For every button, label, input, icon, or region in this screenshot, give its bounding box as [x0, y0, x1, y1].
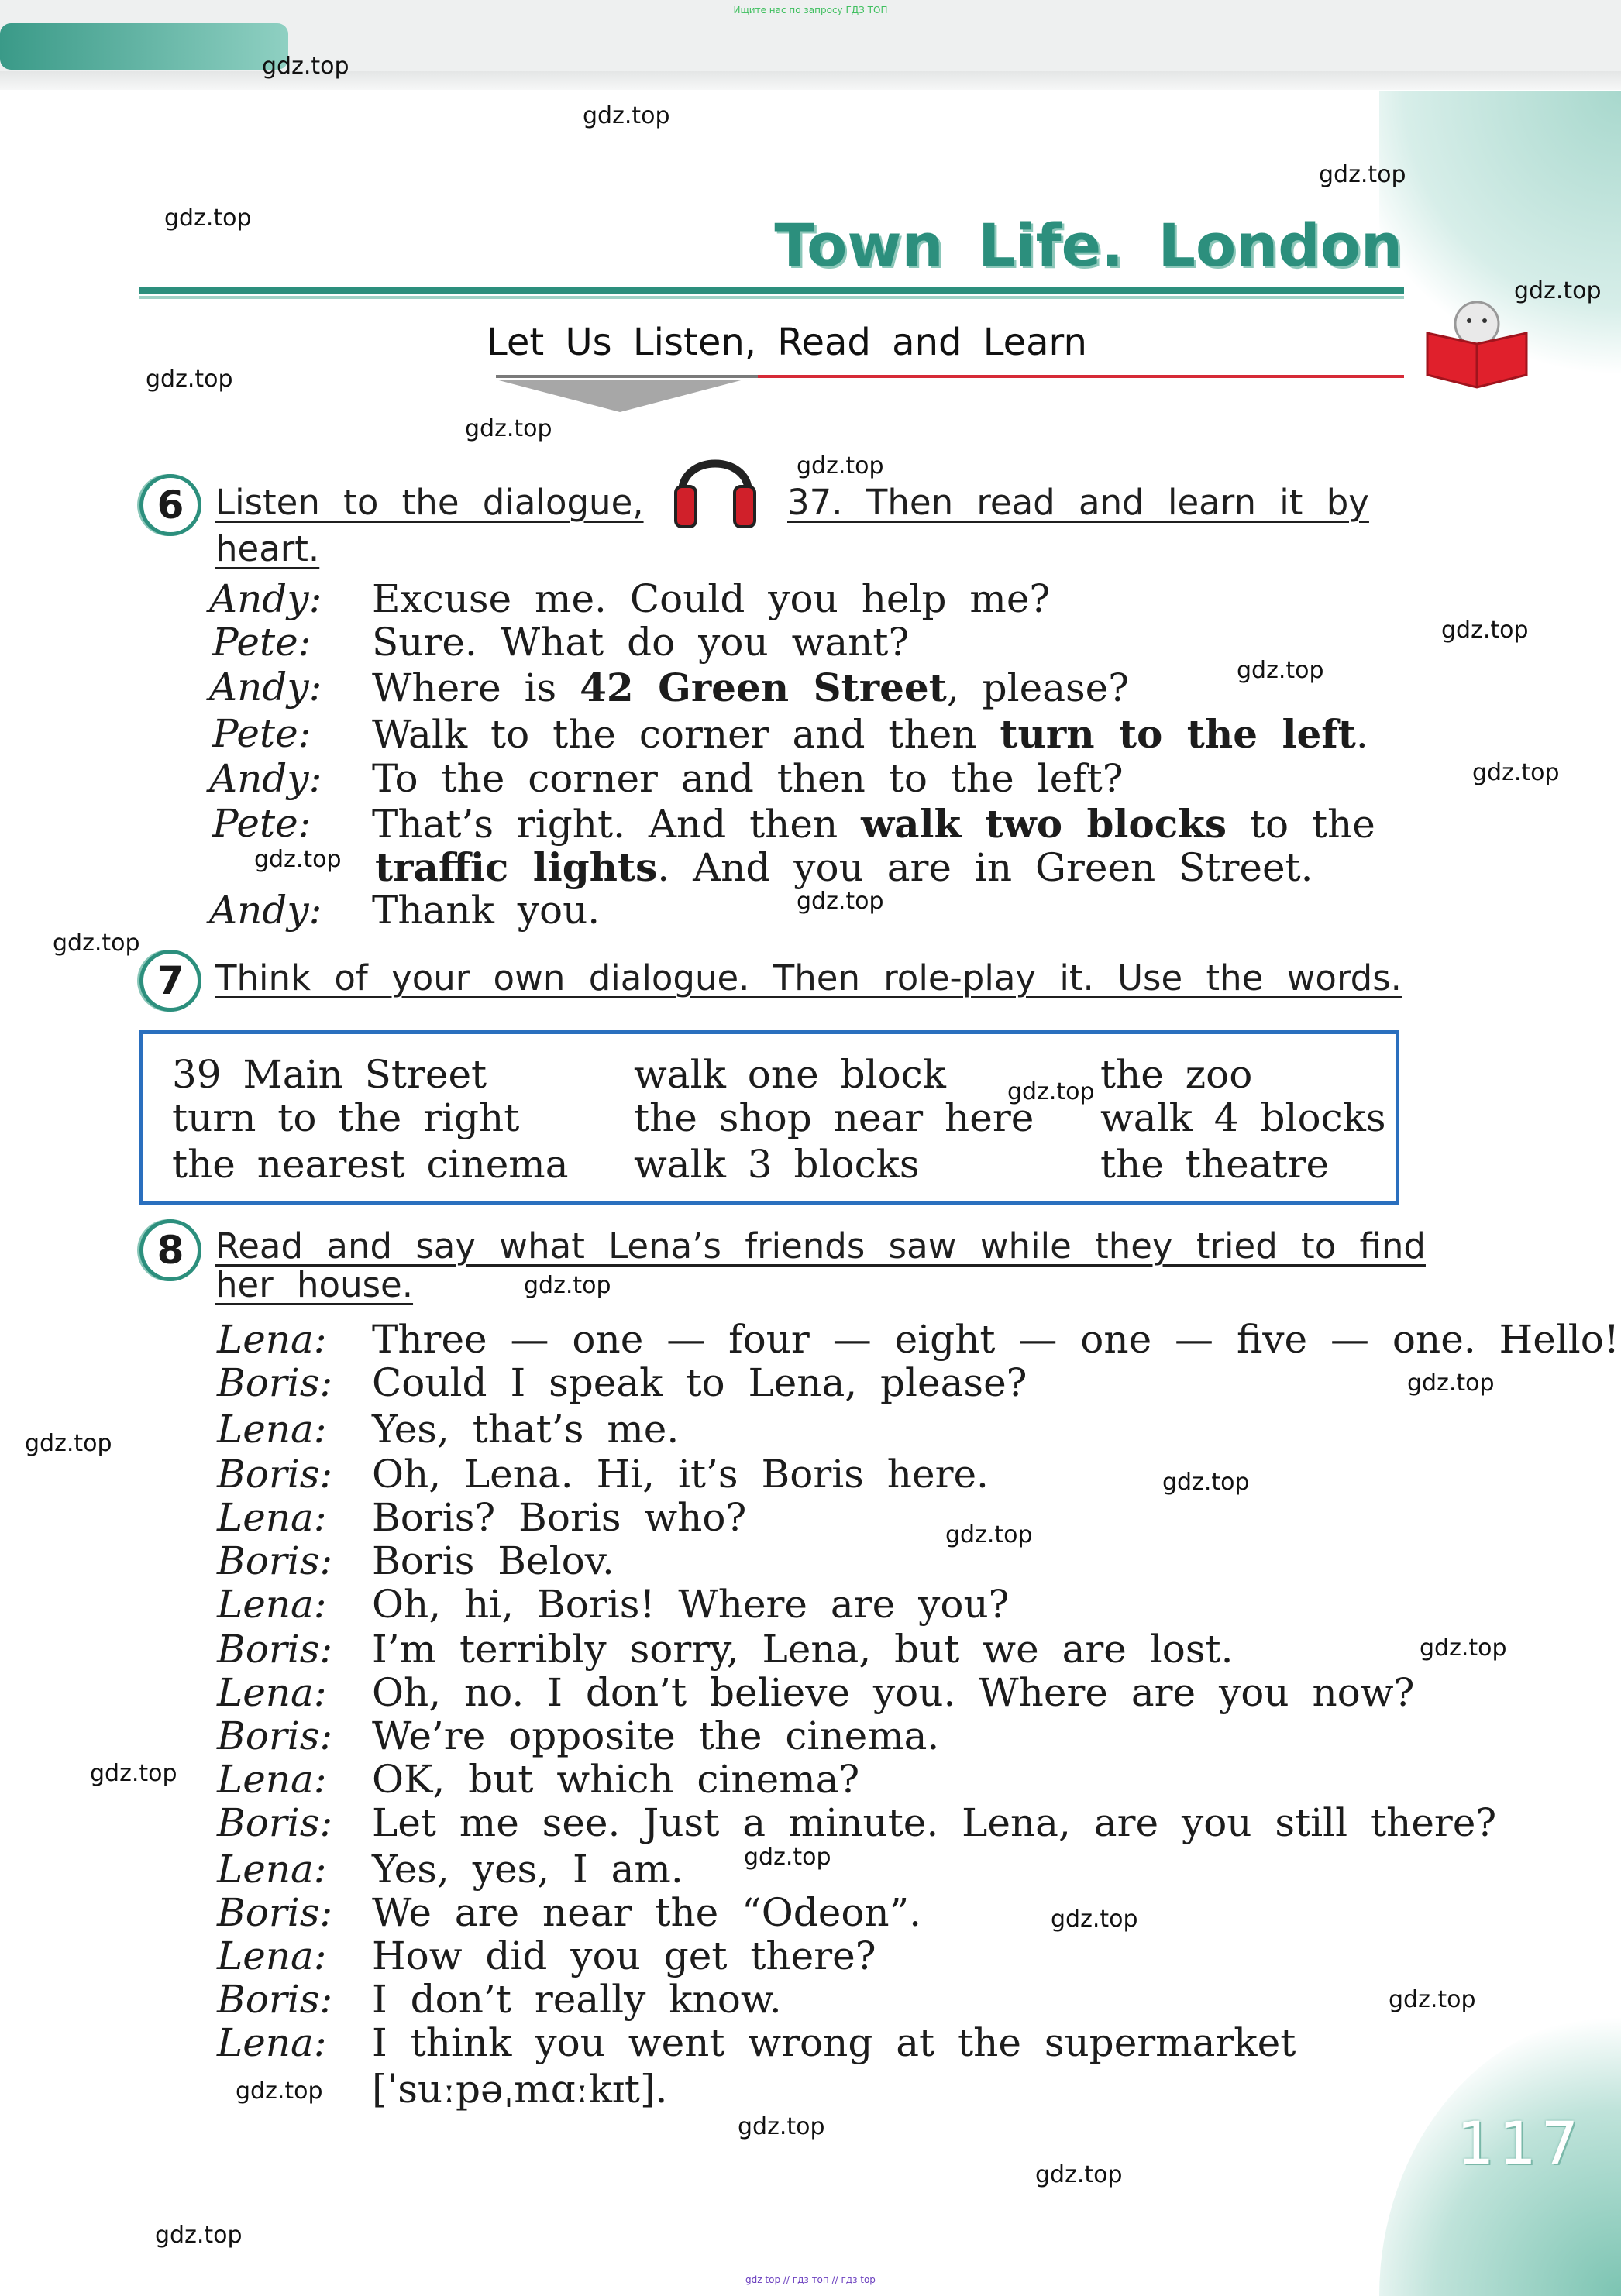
watermark: gdz.top: [155, 2222, 243, 2249]
watermark: gdz.top: [945, 1521, 1033, 1548]
dialogue-line: I think you went wrong at the supermarket: [372, 2020, 1296, 2065]
watermark: gdz.top: [1007, 1078, 1095, 1105]
watermark: gdz.top: [465, 415, 552, 442]
word-item: 39 Main Street: [172, 1052, 487, 1097]
watermark: gdz.top: [583, 102, 670, 129]
task-8-instruction-b: her house.: [215, 1264, 414, 1305]
task-6-instruction-a: Listen to the dialogue,: [215, 482, 644, 523]
dialogue-line: I don’t really know.: [372, 1977, 782, 2022]
word-item: the shop near here: [634, 1095, 1034, 1140]
task-8-instruction-a: Read and say what Lena’s friends saw while they tried to find: [215, 1225, 1426, 1267]
dialogue-line: Thank you.: [372, 888, 601, 933]
dialogue-line: Boris? Boris who?: [372, 1495, 747, 1540]
dialogue-line: We are near the “Odeon”.: [372, 1890, 922, 1935]
watermark: gdz.top: [1389, 1986, 1476, 2013]
dialogue-line: To the corner and then to the left?: [372, 756, 1124, 801]
dialogue-line: Oh, no. I don’t believe you. Where are you now?: [372, 1670, 1415, 1715]
watermark: gdz.top: [25, 1430, 112, 1457]
speaker-label: Lena:: [217, 1407, 327, 1452]
word-item: walk 3 blocks: [634, 1142, 920, 1187]
watermark: gdz.top: [164, 205, 252, 232]
section-subtitle: Let Us Listen, Read and Learn: [487, 321, 1087, 364]
word-item: turn to the right: [172, 1095, 520, 1140]
speaker-label: Andy:: [209, 665, 322, 710]
title-rule-light: [139, 296, 1404, 299]
speaker-label: Boris:: [217, 1890, 333, 1935]
task-6-instruction-b: 37. Then read and learn it by: [787, 482, 1369, 523]
dialogue-line: Let me see. Just a minute. Lena, are you still there?: [372, 1800, 1497, 1845]
page-number: 117: [1457, 2109, 1584, 2177]
speaker-label: Boris:: [217, 1360, 333, 1405]
speaker-label: Lena:: [217, 1495, 327, 1540]
task-6-number: 6: [139, 474, 201, 536]
watermark: gdz.top: [744, 1844, 831, 1871]
speaker-label: Boris:: [217, 1800, 333, 1845]
dialogue-line: Three — one — four — eight — one — five — one. Hello!: [372, 1317, 1619, 1362]
dialogue-line: That’s right. And then walk two blocks to the: [372, 801, 1375, 847]
speaker-label: Lena:: [217, 1757, 327, 1802]
speaker-label: Boris:: [217, 1627, 333, 1672]
watermark: gdz.top: [1051, 1906, 1138, 1933]
speaker-label: Andy:: [209, 576, 322, 621]
dialogue-line: Yes, yes, I am.: [372, 1847, 683, 1892]
speaker-label: Boris:: [217, 1452, 333, 1497]
speaker-label: Boris:: [217, 1538, 333, 1583]
speaker-label: Andy:: [209, 888, 322, 933]
watermark: gdz.top: [1420, 1634, 1507, 1662]
watermark: gdz.top: [53, 930, 140, 957]
word-item: the zoo: [1100, 1052, 1253, 1097]
page-title: Town Life. London: [774, 211, 1402, 280]
headphones-icon: [671, 438, 759, 530]
speaker-label: Lena:: [217, 2020, 327, 2065]
watermark: gdz.top: [254, 846, 342, 873]
watermark: gdz.top: [1472, 759, 1560, 786]
watermark: gdz.top: [90, 1760, 177, 1787]
top-bar-shadow: [0, 71, 1621, 90]
subtitle-pointer: [496, 380, 744, 412]
reading-book-icon: [1424, 297, 1530, 390]
speaker-label: Lena:: [217, 1847, 327, 1892]
watermark: gdz.top: [1035, 2161, 1123, 2188]
speaker-label: Pete:: [212, 801, 311, 846]
speaker-label: Lena:: [217, 1582, 327, 1627]
watermark: gdz.top: [1407, 1370, 1495, 1397]
word-item: the nearest cinema: [172, 1142, 569, 1187]
watermark: gdz.top: [146, 366, 233, 393]
speaker-label: Lena:: [217, 1933, 327, 1978]
watermark: gdz.top: [797, 888, 884, 915]
word-item: walk 4 blocks: [1100, 1095, 1386, 1140]
watermark: gdz.top: [738, 2113, 825, 2140]
dialogue-line: [ˈsuːpəˌmɑːkɪt].: [372, 2067, 668, 2112]
speaker-label: Pete:: [212, 620, 311, 665]
title-rule: [139, 287, 1404, 294]
watermark: gdz.top: [1441, 617, 1529, 644]
dialogue-line: We’re opposite the cinema.: [372, 1713, 940, 1758]
dialogue-line: How did you get there?: [372, 1933, 876, 1978]
task-6-instruction-c: heart.: [215, 528, 320, 569]
dialogue-line: Boris Belov.: [372, 1538, 614, 1583]
dialogue-line: Walk to the corner and then turn to the left.: [372, 711, 1368, 757]
watermark: gdz.top: [1319, 161, 1406, 188]
dialogue-line: Oh, Lena. Hi, it’s Boris here.: [372, 1452, 989, 1497]
subtitle-rule-gray: [496, 375, 758, 378]
task-7-number: 7: [139, 950, 201, 1012]
watermark: gdz.top: [1162, 1469, 1250, 1496]
watermark: gdz.top: [524, 1272, 611, 1299]
dialogue-line: OK, but which cinema?: [372, 1757, 860, 1802]
word-item: the theatre: [1100, 1142, 1330, 1187]
watermark: gdz.top: [1514, 277, 1602, 304]
word-item: walk one block: [634, 1052, 946, 1097]
dialogue-line: Sure. What do you want?: [372, 620, 910, 665]
dialogue-line: Oh, hi, Boris! Where are you?: [372, 1582, 1010, 1627]
watermark: gdz.top: [1237, 657, 1324, 684]
task-8-number: 8: [139, 1219, 201, 1281]
watermark: gdz.top: [262, 53, 349, 80]
dialogue-line: Yes, that’s me.: [372, 1407, 680, 1452]
speaker-label: Boris:: [217, 1977, 333, 2022]
speaker-label: Lena:: [217, 1670, 327, 1715]
dialogue-line: Could I speak to Lena, please?: [372, 1360, 1027, 1405]
top-note: Ищите нас по запросу ГДЗ ТОП: [733, 5, 888, 15]
speaker-label: Lena:: [217, 1317, 327, 1362]
speaker-label: Pete:: [212, 711, 311, 756]
watermark: gdz.top: [236, 2078, 323, 2105]
top-tab[interactable]: [0, 23, 288, 70]
watermark: gdz.top: [797, 452, 884, 479]
speaker-label: Andy:: [209, 756, 322, 801]
dialogue-line: Where is 42 Green Street, please?: [372, 665, 1130, 710]
footer-note: gdz top // гдз топ // гдз top: [745, 2274, 876, 2285]
speaker-label: Boris:: [217, 1713, 333, 1758]
dialogue-line: traffic lights. And you are in Green Street.: [375, 844, 1313, 890]
task-7-instruction: Think of your own dialogue. Then role-play it. Use the words.: [215, 957, 1402, 998]
subtitle-rule-red: [758, 375, 1404, 378]
dialogue-line: Excuse me. Could you help me?: [372, 576, 1051, 621]
dialogue-line: I’m terribly sorry, Lena, but we are lost.: [372, 1627, 1234, 1672]
